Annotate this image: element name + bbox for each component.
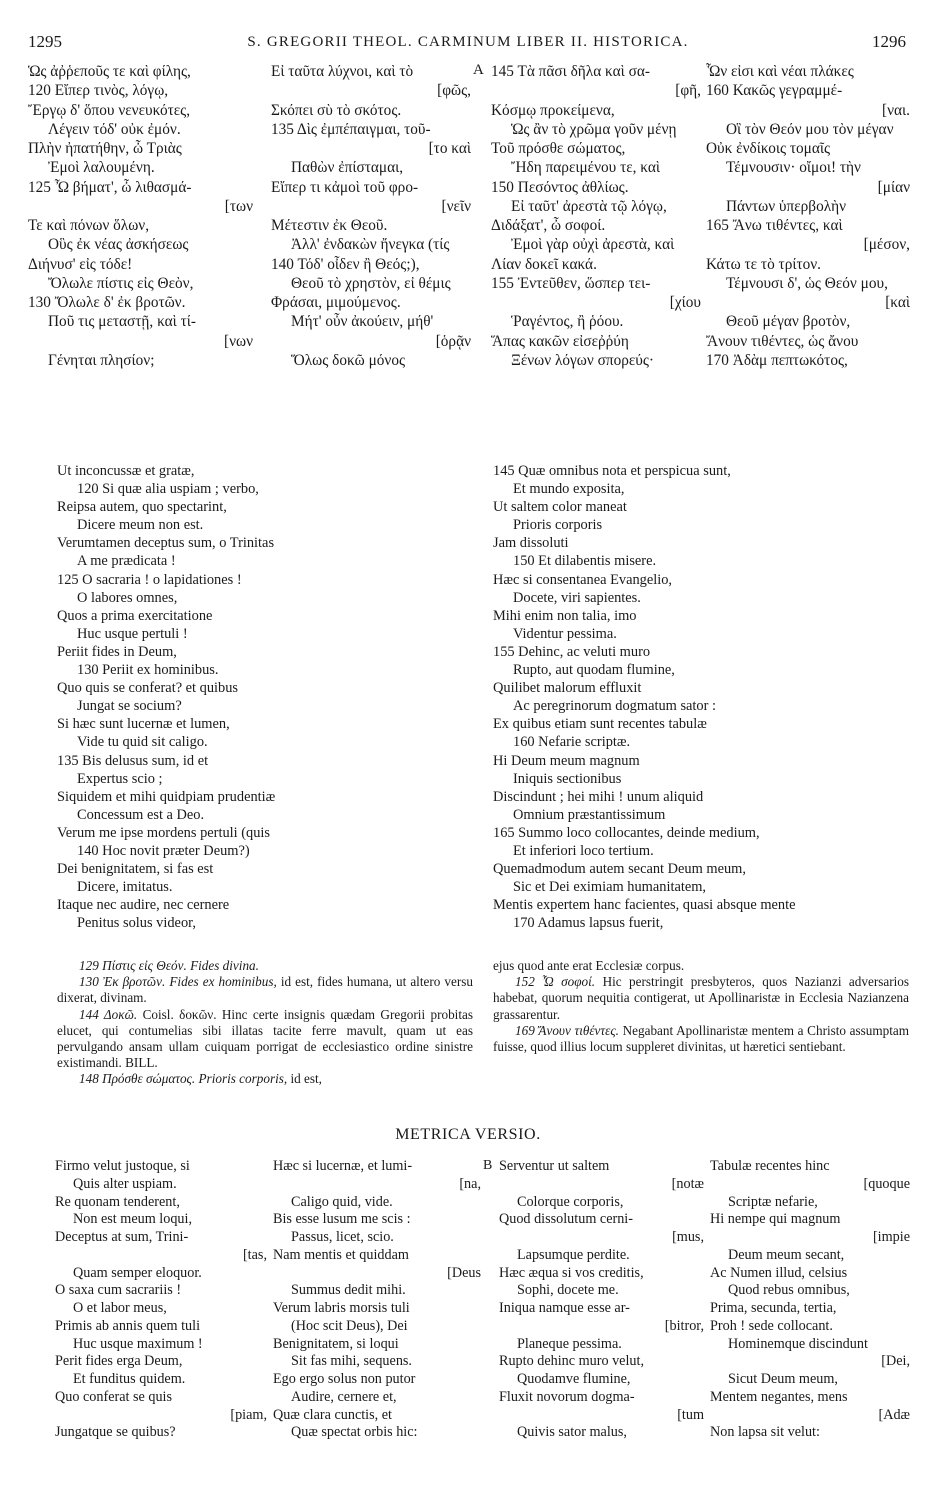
greek-verse-line: Τε καὶ πόνων ὅλων, [28, 217, 150, 234]
margin-letter-a: A [473, 62, 484, 78]
metrica-verse-line: Deceptus at sum, Trini- [55, 1229, 189, 1245]
latin-verse-line: Discindunt ; hei mihi ! unum aliquid [493, 788, 704, 805]
metrica-verse-line: [impie [872, 1229, 910, 1245]
latin-verse-line: Ac peregrinorum dogmatum sator : [513, 698, 717, 715]
footnote-lemma: 152 Ὦ σοφοί. [515, 974, 596, 990]
metrica-verse-line: Summus dedit mihi. [291, 1282, 406, 1299]
footnote-text: Hic perstringit presbyteros, quos Nazianzi adversarios habebat, quorum nequitia contigerat, ut Apollinaristæ in Ecclesia Nazianzena grassarentur. [493, 974, 909, 1022]
latin-verse-line: Concessum est a Deo. [77, 806, 205, 823]
footnote [57, 974, 473, 1006]
latin-verse-line: A me prædicata ! [77, 553, 176, 570]
metrica-verse-line: [na, [459, 1175, 481, 1192]
greek-verse-line: Ἔργῳ δ' ὅπου νενευκότες, [28, 101, 191, 119]
greek-column-2 [271, 62, 471, 370]
metrica-verse-line: Iniqua namque esse ar- [499, 1300, 630, 1316]
greek-verse-line: Διήνυσ' εἰς τόδε! [28, 255, 133, 273]
greek-verse-line: [χίου [669, 294, 701, 311]
greek-verse-line: [ὁρᾷν [435, 332, 471, 350]
metrica-verse-line: Quod rebus omnibus, [728, 1282, 850, 1299]
metrica-verse-line: [quoque [863, 1175, 910, 1192]
greek-verse-line: Ἐμοὶ γὰρ οὐχὶ ἀρεστὰ, καὶ [511, 236, 675, 254]
greek-verse-line: 135 Δὶς ἐμπέπαιγμαι, τοῦ- [271, 120, 431, 138]
latin-verse-line: Videntur pessima. [513, 625, 617, 642]
metrica-column-2 [273, 1158, 481, 1442]
latin-verse-line: Dicere, imitatus. [77, 879, 173, 896]
greek-verse-line: Ξένων λόγων σπορεύς· [511, 351, 655, 369]
metrica-verse-line: Hæc æqua si vos creditis, [499, 1264, 644, 1281]
latin-verse-line: Et mundo exposita, [513, 481, 625, 498]
footnote-lemma: 130 Ἐκ βροτῶν. Fides ex hominibus, [79, 974, 277, 990]
metrica-verse-line: Passus, licet, scio. [291, 1229, 394, 1245]
latin-verse-line: Mihi enim non talia, imo [493, 607, 637, 624]
latin-verse-line: 170 Adamus lapsus fuerit, [513, 915, 664, 932]
latin-verse-line: Omnium præstantissimum [513, 806, 666, 823]
greek-verse-line: Λέγειν τόδ' οὐκ ἐμόν. [48, 120, 181, 138]
latin-verse-line: Docete, viri sapientes. [513, 589, 641, 606]
greek-verse-line: [μίαν [877, 178, 910, 196]
latin-verse-line: 130 Periit ex hominibus. [77, 662, 219, 679]
metrica-verse-line: Ego ergo solus non putor [273, 1371, 416, 1387]
greek-verse-line: [των [224, 197, 253, 215]
latin-verse-line: Quos a prima exercitatione [57, 607, 213, 624]
latin-verse-line: Ut inconcussæ et gratæ, [57, 463, 195, 479]
latin-verse-line: Sic et Dei eximiam humanitatem, [513, 879, 707, 896]
metrica-verse-line: Audire, cernere et, [291, 1388, 397, 1405]
page-header [28, 32, 908, 54]
metrica-verse-line: Quod dissolutum cerni- [499, 1211, 633, 1228]
greek-verse-line: Γένηται πλησίον; [48, 351, 155, 369]
metrica-verse-line: Ac Numen illud, celsius [710, 1264, 848, 1281]
metrica-verse-line: Sophi, docete me. [517, 1282, 619, 1299]
latin-verse-line: Quo quis se conferat? et quibus [57, 680, 239, 697]
footnote-text: ejus quod ante erat Ecclesiæ corpus. [493, 958, 685, 973]
greek-verse-line: Οὓς ἐκ νέας ἀσκήσεως [48, 236, 189, 254]
greek-verse-line: Φράσαι, μιμούμενος. [271, 294, 401, 311]
metrica-verse-line: Hominemque discindunt [728, 1335, 868, 1352]
metrica-verse-line: Scriptæ nefarie, [728, 1193, 818, 1210]
latin-verse-line: 120 Si quæ alia uspiam ; verbo, [77, 481, 259, 498]
greek-verse-line: Θεοῦ τὸ χρηστὸν, εἰ θέμις [291, 274, 451, 292]
metrica-verse-line: Quo conferat se quis [55, 1388, 173, 1405]
latin-verse-line: Et inferiori loco tertium. [513, 842, 654, 859]
metrica-verse-line: Jungatque se quibus? [55, 1424, 176, 1441]
metrica-versio-title: METRICA VERSIO. [395, 1126, 541, 1143]
greek-verse-line: 125 Ὦ βήματ', ὦ λιθασμά- [28, 178, 192, 196]
metrica-verse-line: Primis ab annis quem tuli [55, 1317, 201, 1334]
greek-verse-line: Τέμνουσιν· οἴμοι! τὴν [726, 159, 861, 177]
latin-column-2 [493, 462, 909, 932]
latin-verse-line: Huc usque pertuli ! [77, 625, 188, 642]
greek-verse-line: [καὶ [885, 294, 910, 311]
latin-verse-line: 160 Nefarie scriptæ. [513, 734, 631, 751]
footnote-lemma: 129 Πίστις εἰς Θεόν. Fides divina. [79, 958, 259, 973]
metrica-verse-line: Deum meum secant, [728, 1246, 845, 1263]
latin-verse-line: Verum me ipse mordens pertuli (quis [57, 824, 271, 841]
greek-verse-line: 130 Ὄλωλε δ' ἐκ βροτῶν. [28, 294, 186, 311]
latin-verse-line: Penitus solus videor, [77, 915, 196, 932]
footnote [493, 1023, 909, 1055]
footnote-lemma: 148 Πρόσθε σώματος. Prioris corporis, [79, 1071, 288, 1087]
greek-verse-line: Ὡς ἂν τὸ χρῶμα γοῦν μένῃ [511, 120, 677, 138]
latin-verse-line: Quilibet malorum effluxit [493, 680, 642, 697]
greek-verse-line: Εἰ ταῦτ' ἀρεστὰ τῷ λόγῳ, [511, 197, 667, 215]
greek-verse-line: 150 Πεσόντος ἀθλίως. [491, 178, 629, 196]
greek-verse-line: Ὅλως δοκῶ μόνος [291, 351, 406, 369]
greek-verse-line: Ποῦ τις μεταστῇ, καὶ τί- [48, 313, 196, 331]
metrica-verse-line: Hi nempe qui magnum [710, 1211, 841, 1228]
latin-verse-line: Jam dissoluti [493, 535, 569, 552]
latin-verse-line: Verumtamen deceptus sum, o Trinitas [57, 535, 275, 552]
running-title: S. GREGORII THEOL. CARMINUM LIBER II. HISTORICA. [247, 34, 689, 50]
metrica-verse-line: Serventur ut saltem [499, 1158, 610, 1174]
metrica-column-4 [710, 1158, 910, 1442]
latin-verse-line: Ut saltem color maneat [493, 499, 627, 516]
metrica-verse-line: Quis alter uspiam. [73, 1175, 177, 1192]
metrica-verse-line: Hæc si lucernæ, et lumi- [273, 1158, 413, 1174]
greek-verse-line: 140 Τόδ' οἶδεν ἢ Θεός;), [271, 255, 420, 273]
metrica-verse-line: Mentem negantes, mens [710, 1388, 848, 1405]
greek-verse-line: Σκόπει σὺ τὸ σκότος. [271, 101, 402, 119]
greek-verse-line: Οἳ τὸν Θεόν μου τὸν μέγαν [726, 120, 894, 138]
greek-verse-line: Κάτω τε τὸ τρίτον. [706, 255, 821, 273]
latin-verse-line: Siquidem et mihi quidpiam prudentiæ [57, 788, 276, 805]
notes-column-2 [493, 958, 909, 1055]
metrica-verse-line: Non lapsa sit velut: [710, 1424, 820, 1441]
greek-verse-line: Ἄνουν τιθέντες, ὡς ἄνου [706, 332, 859, 350]
greek-verse-line: [ναι. [882, 101, 910, 119]
latin-verse-line: 135 Bis delusus sum, id et [57, 752, 209, 769]
latin-verse-line: 125 O sacraria ! o lapidationes ! [57, 571, 242, 588]
greek-verse-line: [νων [224, 332, 253, 350]
metrica-verse-line: Verum labris morsis tuli [273, 1300, 410, 1316]
latin-verse-line: Prioris corporis [513, 517, 603, 534]
greek-verse-line: [φῆ, [675, 82, 701, 100]
metrica-verse-line: Caligo quid, vide. [291, 1193, 393, 1210]
latin-verse-line: Si hæc sunt lucernæ et lumen, [57, 716, 230, 733]
footnote [493, 958, 909, 974]
metrica-verse-line: Et funditus quidem. [73, 1371, 186, 1387]
metrica-verse-line: Perit fides erga Deum, [55, 1353, 183, 1370]
metrica-verse-line: Nam mentis et quiddam [273, 1246, 409, 1263]
greek-column-4 [706, 62, 910, 370]
metrica-verse-line: Prima, secunda, tertia, [710, 1300, 837, 1316]
greek-verse-line: Μέτεστιν ἐκ Θεοῦ. [271, 217, 388, 234]
metrica-verse-line: [piam, [230, 1406, 267, 1423]
latin-verse-line: Expertus scio ; [77, 770, 163, 787]
metrica-verse-line: Colorque corporis, [517, 1193, 624, 1210]
footnote [493, 974, 909, 1023]
footnote [57, 1071, 473, 1087]
metrica-verse-line: Quam semper eloquor. [73, 1264, 202, 1281]
greek-verse-line: Ὧν εἰσι καὶ νέαι πλάκες [706, 63, 854, 80]
metrica-verse-line: Non est meum loqui, [73, 1211, 193, 1228]
latin-verse-line: 145 Quæ omnibus nota et perspicua sunt, [493, 463, 731, 479]
latin-verse-line: 165 Summo loco collocantes, deinde medium, [493, 824, 760, 841]
greek-verse-line: 160 Κακῶς γεγραμμέ- [706, 82, 843, 100]
metrica-verse-line: [tas, [242, 1246, 267, 1263]
greek-verse-line: Ἐμοὶ λαλουμένη. [48, 159, 155, 177]
latin-verse-line: Dei benignitatem, si fas est [57, 861, 214, 878]
greek-verse-line: [νεῖν [441, 197, 471, 215]
metrica-verse-line: Fluxit novorum dogma- [499, 1388, 635, 1405]
metrica-verse-line: [tum [677, 1406, 704, 1423]
latin-verse-line: Quemadmodum autem secant Deum meum, [493, 861, 746, 878]
latin-verse-line: Itaque nec audire, nec cernere [57, 897, 230, 914]
latin-verse-line: Ex quibus etiam sunt recentes tabulæ [493, 716, 707, 733]
greek-verse-line: Λίαν δοκεῖ κακά. [491, 255, 597, 273]
footnote-text: id est, fides humana, ut altero versu dixerat, divinam. [57, 974, 473, 1006]
greek-verse-line: 155 Ἐντεῦθεν, ὥσπερ τει- [491, 274, 651, 292]
metrica-verse-line: Lapsumque perdite. [517, 1246, 630, 1263]
greek-verse-line: Διδάξατ', ὦ σοφοί. [491, 217, 606, 234]
greek-verse-line: Εἴπερ τι κἀμοὶ τοῦ φρο- [271, 178, 419, 196]
metrica-verse-line: O et labor meus, [73, 1300, 167, 1316]
metrica-verse-line: Quæ clara cunctis, et [273, 1406, 392, 1423]
greek-verse-line: Ἅπας κακῶν εἰσεῤῥύη [491, 332, 629, 350]
greek-verse-line: Τέμνουσι δ', ὡς Θεόν μου, [726, 274, 888, 292]
greek-verse-line: [φῶς, [437, 82, 471, 100]
metrica-verse-line: Benignitatem, si loqui [273, 1335, 399, 1352]
metrica-verse-line: [Dei, [881, 1353, 910, 1370]
metrica-verse-line: [mus, [672, 1229, 704, 1245]
metrica-verse-line: Sit fas mihi, sequens. [291, 1353, 412, 1370]
latin-verse-line: Periit fides in Deum, [57, 643, 177, 660]
metrica-verse-line: Rupto dehinc muro velut, [499, 1353, 645, 1370]
latin-verse-line: Rupto, aut quodam flumine, [513, 662, 675, 679]
greek-verse-line: Ἀλλ' ἐνδακὼν ἤνεγκα (τίς [291, 236, 450, 254]
greek-verse-line: Πάντων ὑπερβολὴν [726, 197, 847, 215]
metrica-verse-line: Bis esse lusum me scis : [273, 1211, 411, 1228]
greek-verse-line: Κόσμῳ προκείμενα, [491, 101, 615, 119]
greek-verse-line: [το καὶ [428, 140, 471, 157]
footnote-text: id est, [287, 1071, 322, 1087]
notes-column-1 [57, 958, 473, 1088]
metrica-verse-line: Sicut Deum meum, [728, 1371, 838, 1387]
greek-verse-line: [μέσον, [863, 236, 910, 254]
latin-verse-line: Reipsa autem, quo spectarint, [57, 499, 227, 516]
metrica-verse-line: (Hoc scit Deus), Dei [291, 1317, 408, 1334]
metrica-verse-line: Tabulæ recentes hinc [710, 1158, 830, 1174]
greek-verse-line: 145 Τὰ πᾶσι δῆλα καὶ σα- [491, 63, 650, 80]
metrica-verse-line: Planeque pessima. [517, 1335, 622, 1352]
metrica-verse-line: Quæ spectat orbis hic: [291, 1424, 418, 1441]
latin-verse-line: Iniquis sectionibus [513, 770, 622, 787]
latin-column-1 [57, 462, 477, 932]
greek-column-3 [491, 62, 701, 370]
footnote-lemma: 169 Ἄνουν τιθέντες. [515, 1022, 619, 1038]
greek-verse-line: Ὡς ἀῤῥεποῦς τε καὶ φίλης, [28, 63, 191, 80]
metrica-verse-line: [Deus [447, 1264, 481, 1281]
footnote-text: Coisl. δοκῶν. Hinc certe insignis quædam Gregorii probitas elucet, qui contumelias sibi illatas tacite ferre mavult, quam ut eas pervulgando ansam ullam cuiquam porrigat de ecclesiastico ordine sinistre existimandi. BILL. [57, 1006, 473, 1071]
greek-verse-line: Μήτ' οὖν ἀκούειν, μήθ' [291, 313, 434, 331]
greek-verse-line: 170 Ἀδὰμ πεπτωκότος, [706, 351, 848, 369]
metrica-verse-line: [bitror, [664, 1317, 704, 1334]
greek-verse-line: Ὄλωλε πίστις εἰς Θεὸν, [48, 274, 194, 292]
footnote [57, 1007, 473, 1072]
greek-text-block [28, 62, 910, 446]
greek-verse-line: 165 Ἄνω τιθέντες, καὶ [706, 217, 843, 234]
greek-verse-line: Ῥαγέντος, ἢ ῥόου. [511, 313, 624, 331]
greek-verse-line: Παθὼν ἐπίσταμαι, [291, 159, 404, 177]
latin-verse-line: Dicere meum non est. [77, 517, 204, 534]
metrica-verse-line: O saxa cum sacrariis ! [55, 1282, 182, 1299]
latin-verse-line: O labores omnes, [77, 589, 178, 606]
greek-verse-line: Θεοῦ μέγαν βροτὸν, [726, 313, 851, 331]
greek-verse-line: Ἤδη παρειμένου τε, καὶ [511, 159, 660, 177]
metrica-verse-line: Huc usque maximum ! [73, 1335, 203, 1352]
metrica-verse-line: [notæ [671, 1175, 704, 1192]
metrica-verse-line: Firmo velut justoque, si [55, 1158, 190, 1174]
metrica-column-3 [499, 1158, 704, 1442]
greek-verse-line: Οὐκ ἐνδίκοις τομαῖς [706, 140, 831, 157]
metrica-verse-line: Re quonam tenderent, [55, 1193, 180, 1210]
latin-verse-line: 140 Hoc novit præter Deum?) [77, 842, 250, 859]
greek-column-1 [28, 62, 253, 370]
footnote-lemma: 144 Δοκῶ. [79, 1006, 138, 1022]
metrica-verse-line: Proh ! sede collocant. [710, 1317, 833, 1334]
footnote [57, 958, 473, 974]
latin-verse-line: Hæc si consentanea Evangelio, [493, 571, 673, 588]
greek-verse-line: Εἰ ταῦτα λύχνοι, καὶ τὸ [271, 63, 414, 80]
metrica-column-1 [55, 1158, 267, 1442]
latin-verse-line: Hi Deum meum magnum [493, 752, 640, 769]
metrica-verse-line: [Adæ [878, 1406, 910, 1423]
metrica-verse-line: Quodamve flumine, [517, 1371, 631, 1387]
latin-verse-line: Jungat se socium? [77, 698, 182, 715]
latin-verse-line: 155 Dehinc, ac veluti muro [493, 643, 651, 660]
margin-letter-b: B [483, 1158, 493, 1173]
page-number-left: 1295 [28, 32, 62, 51]
latin-verse-line: 150 Et dilabentis misere. [513, 553, 657, 570]
greek-verse-line: Πλὴν ἠπατήθην, ὦ Τριὰς [28, 140, 182, 157]
page-number-right: 1296 [872, 32, 906, 51]
latin-verse-line: Mentis expertem hanc facientes, quasi absque mente [493, 897, 796, 914]
footnote-text: Negabant Apollinaristæ mentem a Christo assumptam fuisse, quod illius locum suppleret divinitas, ut hæretici sentiebant. [493, 1022, 910, 1055]
greek-verse-line: Τοῦ πρόσθε σώματος, [491, 140, 626, 157]
latin-verse-line: Vide tu quid sit caligo. [77, 734, 208, 751]
greek-verse-line: 120 Εἴπερ τινὸς, λόγῳ, [28, 82, 169, 100]
metrica-verse-line: Quivis sator malus, [517, 1424, 627, 1441]
